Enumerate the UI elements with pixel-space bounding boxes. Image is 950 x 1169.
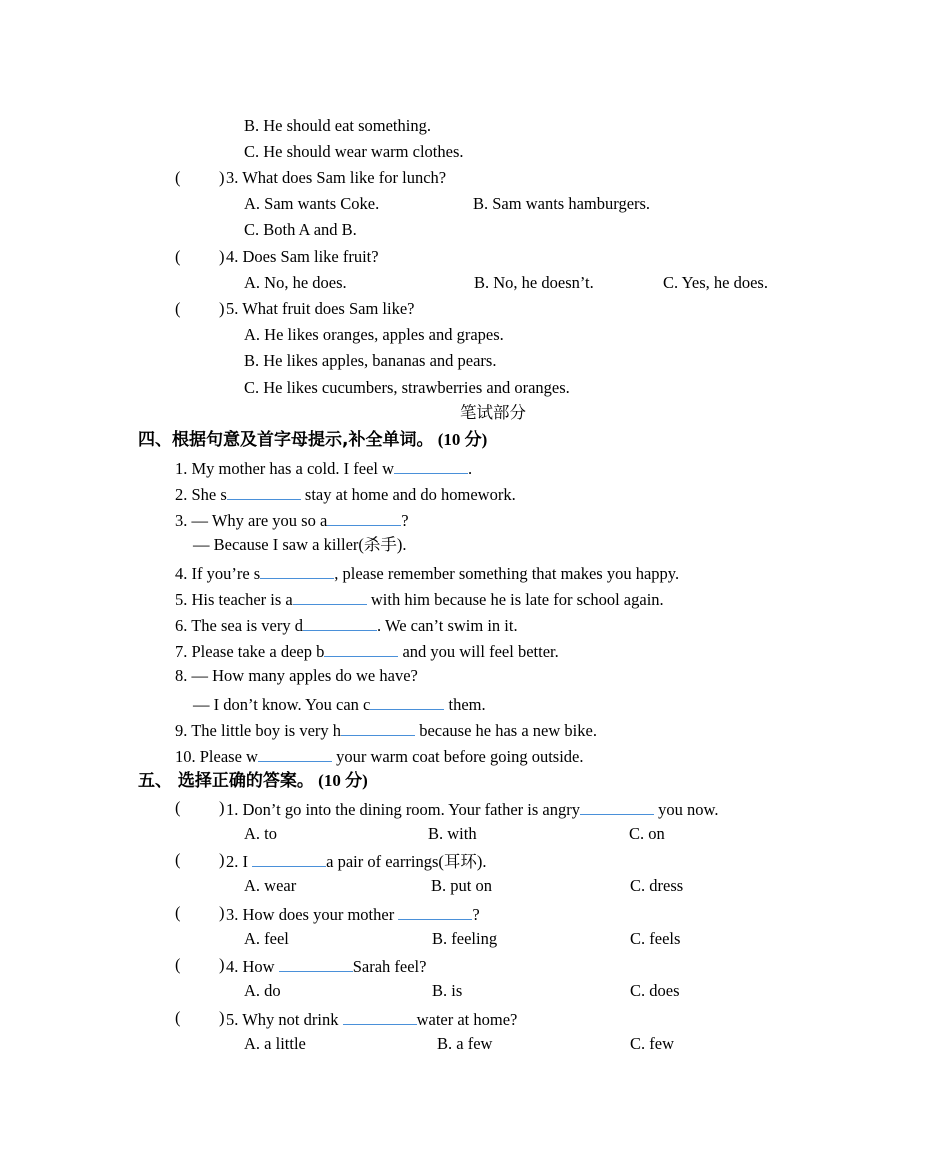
- q3-option-b: B. Sam wants hamburgers.: [473, 194, 651, 213]
- s5-q3-option-b: B. feeling: [432, 929, 498, 948]
- s5-q2-option-a: A. wear: [244, 876, 297, 895]
- q3-stem: 3. What does Sam like for lunch?: [226, 168, 447, 187]
- answer-blank[interactable]: [324, 640, 398, 657]
- s5-q3-paren-close: ): [219, 903, 225, 922]
- s5-q2-option-b: B. put on: [431, 876, 492, 895]
- s4-item-10: 10. Please w your warm coat before going outside.: [175, 747, 584, 766]
- q5-option-c: C. He likes cucumbers, strawberries and oranges.: [244, 378, 570, 397]
- s5-q5-option-a: A. a little: [244, 1034, 306, 1053]
- q4-paren-open: (: [175, 247, 181, 266]
- q4-option-b: B. No, he doesn’t.: [474, 273, 594, 292]
- answer-blank[interactable]: [394, 457, 468, 474]
- s5-q1-option-a: A. to: [244, 824, 277, 843]
- s4-item-3: 3. — Why are you so a ?: [175, 511, 409, 530]
- s4-item-8: 8. — How many apples do we have?: [175, 666, 418, 685]
- s5-q2-paren-close: ): [219, 850, 225, 869]
- s5-q5-stem: 5. Why not drink water at home?: [226, 1010, 518, 1029]
- q4-stem: 4. Does Sam like fruit?: [226, 247, 379, 266]
- s5-q2-option-c: C. dress: [630, 876, 684, 895]
- s5-q4-option-b: B. is: [432, 981, 463, 1000]
- answer-blank[interactable]: [580, 798, 654, 815]
- answer-blank[interactable]: [343, 1008, 417, 1025]
- q5-stem: 5. What fruit does Sam like?: [226, 299, 415, 318]
- answer-blank[interactable]: [227, 483, 301, 500]
- s4-item-3-answer: — Because I saw a killer(杀手).: [193, 535, 407, 554]
- s5-q4-option-c: C. does: [630, 981, 680, 1000]
- s5-q1-option-b: B. with: [428, 824, 477, 843]
- s5-q3-option-c: C. feels: [630, 929, 681, 948]
- s4-item-8-answer: — I don’t know. You can c them.: [193, 695, 486, 714]
- q3-option-a: A. Sam wants Coke.: [244, 194, 380, 213]
- s5-q1-stem: 1. Don’t go into the dining room. Your father is angry you now.: [226, 800, 719, 819]
- s5-q5-option-c: C. few: [630, 1034, 674, 1053]
- answer-blank[interactable]: [252, 850, 326, 867]
- q4-option-a: A. No, he does.: [244, 273, 347, 292]
- section5-heading: [138, 771, 368, 791]
- s5-q5-paren-close: ): [219, 1008, 225, 1027]
- s4-item-1: 1. My mother has a cold. I feel w .: [175, 459, 473, 478]
- s5-q3-stem: 3. How does your mother ?: [226, 905, 480, 924]
- q2-option-b: B. He should eat something.: [244, 116, 431, 135]
- s5-q5-paren-open: (: [175, 1008, 181, 1027]
- s4-item-9: 9. The little boy is very h because he has a new bike.: [175, 721, 597, 740]
- q5-option-b: B. He likes apples, bananas and pears.: [244, 351, 497, 370]
- q3-paren-close: ): [219, 168, 225, 187]
- s5-q3-paren-open: (: [175, 903, 181, 922]
- s5-q2-paren-open: (: [175, 850, 181, 869]
- answer-blank[interactable]: [260, 562, 334, 579]
- q2-option-c: C. He should wear warm clothes.: [244, 142, 464, 161]
- section4-title: 四、根据句意及首字母提示,补全单词。: [138, 430, 434, 450]
- s5-q3-option-a: A. feel: [244, 929, 289, 948]
- s5-q2-stem: 2. I a pair of earrings(耳环).: [226, 852, 487, 871]
- s5-q4-option-a: A. do: [244, 981, 281, 1000]
- written-part-title: 笔试部分: [460, 403, 526, 422]
- s5-q5-option-b: B. a few: [437, 1034, 493, 1053]
- s4-item-6: 6. The sea is very d . We can’t swim in it.: [175, 616, 518, 635]
- s4-item-5: 5. His teacher is a with him because he is late for school again.: [175, 590, 664, 609]
- s4-item-2: 2. She s stay at home and do homework.: [175, 485, 516, 504]
- section4-heading: [138, 430, 487, 450]
- s5-q1-option-c: C. on: [629, 824, 665, 843]
- s4-item-7: 7. Please take a deep b and you will feel better.: [175, 642, 559, 661]
- section4-score: (10 分): [437, 430, 488, 449]
- s5-q4-paren-open: (: [175, 955, 181, 974]
- answer-blank[interactable]: [341, 719, 415, 736]
- q5-option-a: A. He likes oranges, apples and grapes.: [244, 325, 504, 344]
- q3-option-c: C. Both A and B.: [244, 220, 357, 239]
- q4-paren-close: ): [219, 247, 225, 266]
- q5-paren-open: (: [175, 299, 181, 318]
- answer-blank[interactable]: [279, 955, 353, 972]
- section5-score: (10 分): [318, 771, 368, 790]
- section5-title: 五、 选择正确的答案。: [138, 771, 314, 791]
- answer-blank[interactable]: [370, 693, 444, 710]
- s5-q1-paren-open: (: [175, 798, 181, 817]
- answer-blank[interactable]: [293, 588, 367, 605]
- q4-option-c: C. Yes, he does.: [663, 273, 768, 292]
- answer-blank[interactable]: [398, 903, 472, 920]
- s5-q4-paren-close: ): [219, 955, 225, 974]
- q3-paren-open: (: [175, 168, 181, 187]
- s4-item-4: 4. If you’re s , please remember something that makes you happy.: [175, 564, 680, 583]
- answer-blank[interactable]: [258, 745, 332, 762]
- s5-q4-stem: 4. How Sarah feel?: [226, 957, 427, 976]
- answer-blank[interactable]: [303, 614, 377, 631]
- s5-q1-paren-close: ): [219, 798, 225, 817]
- answer-blank[interactable]: [327, 509, 401, 526]
- q5-paren-close: ): [219, 299, 225, 318]
